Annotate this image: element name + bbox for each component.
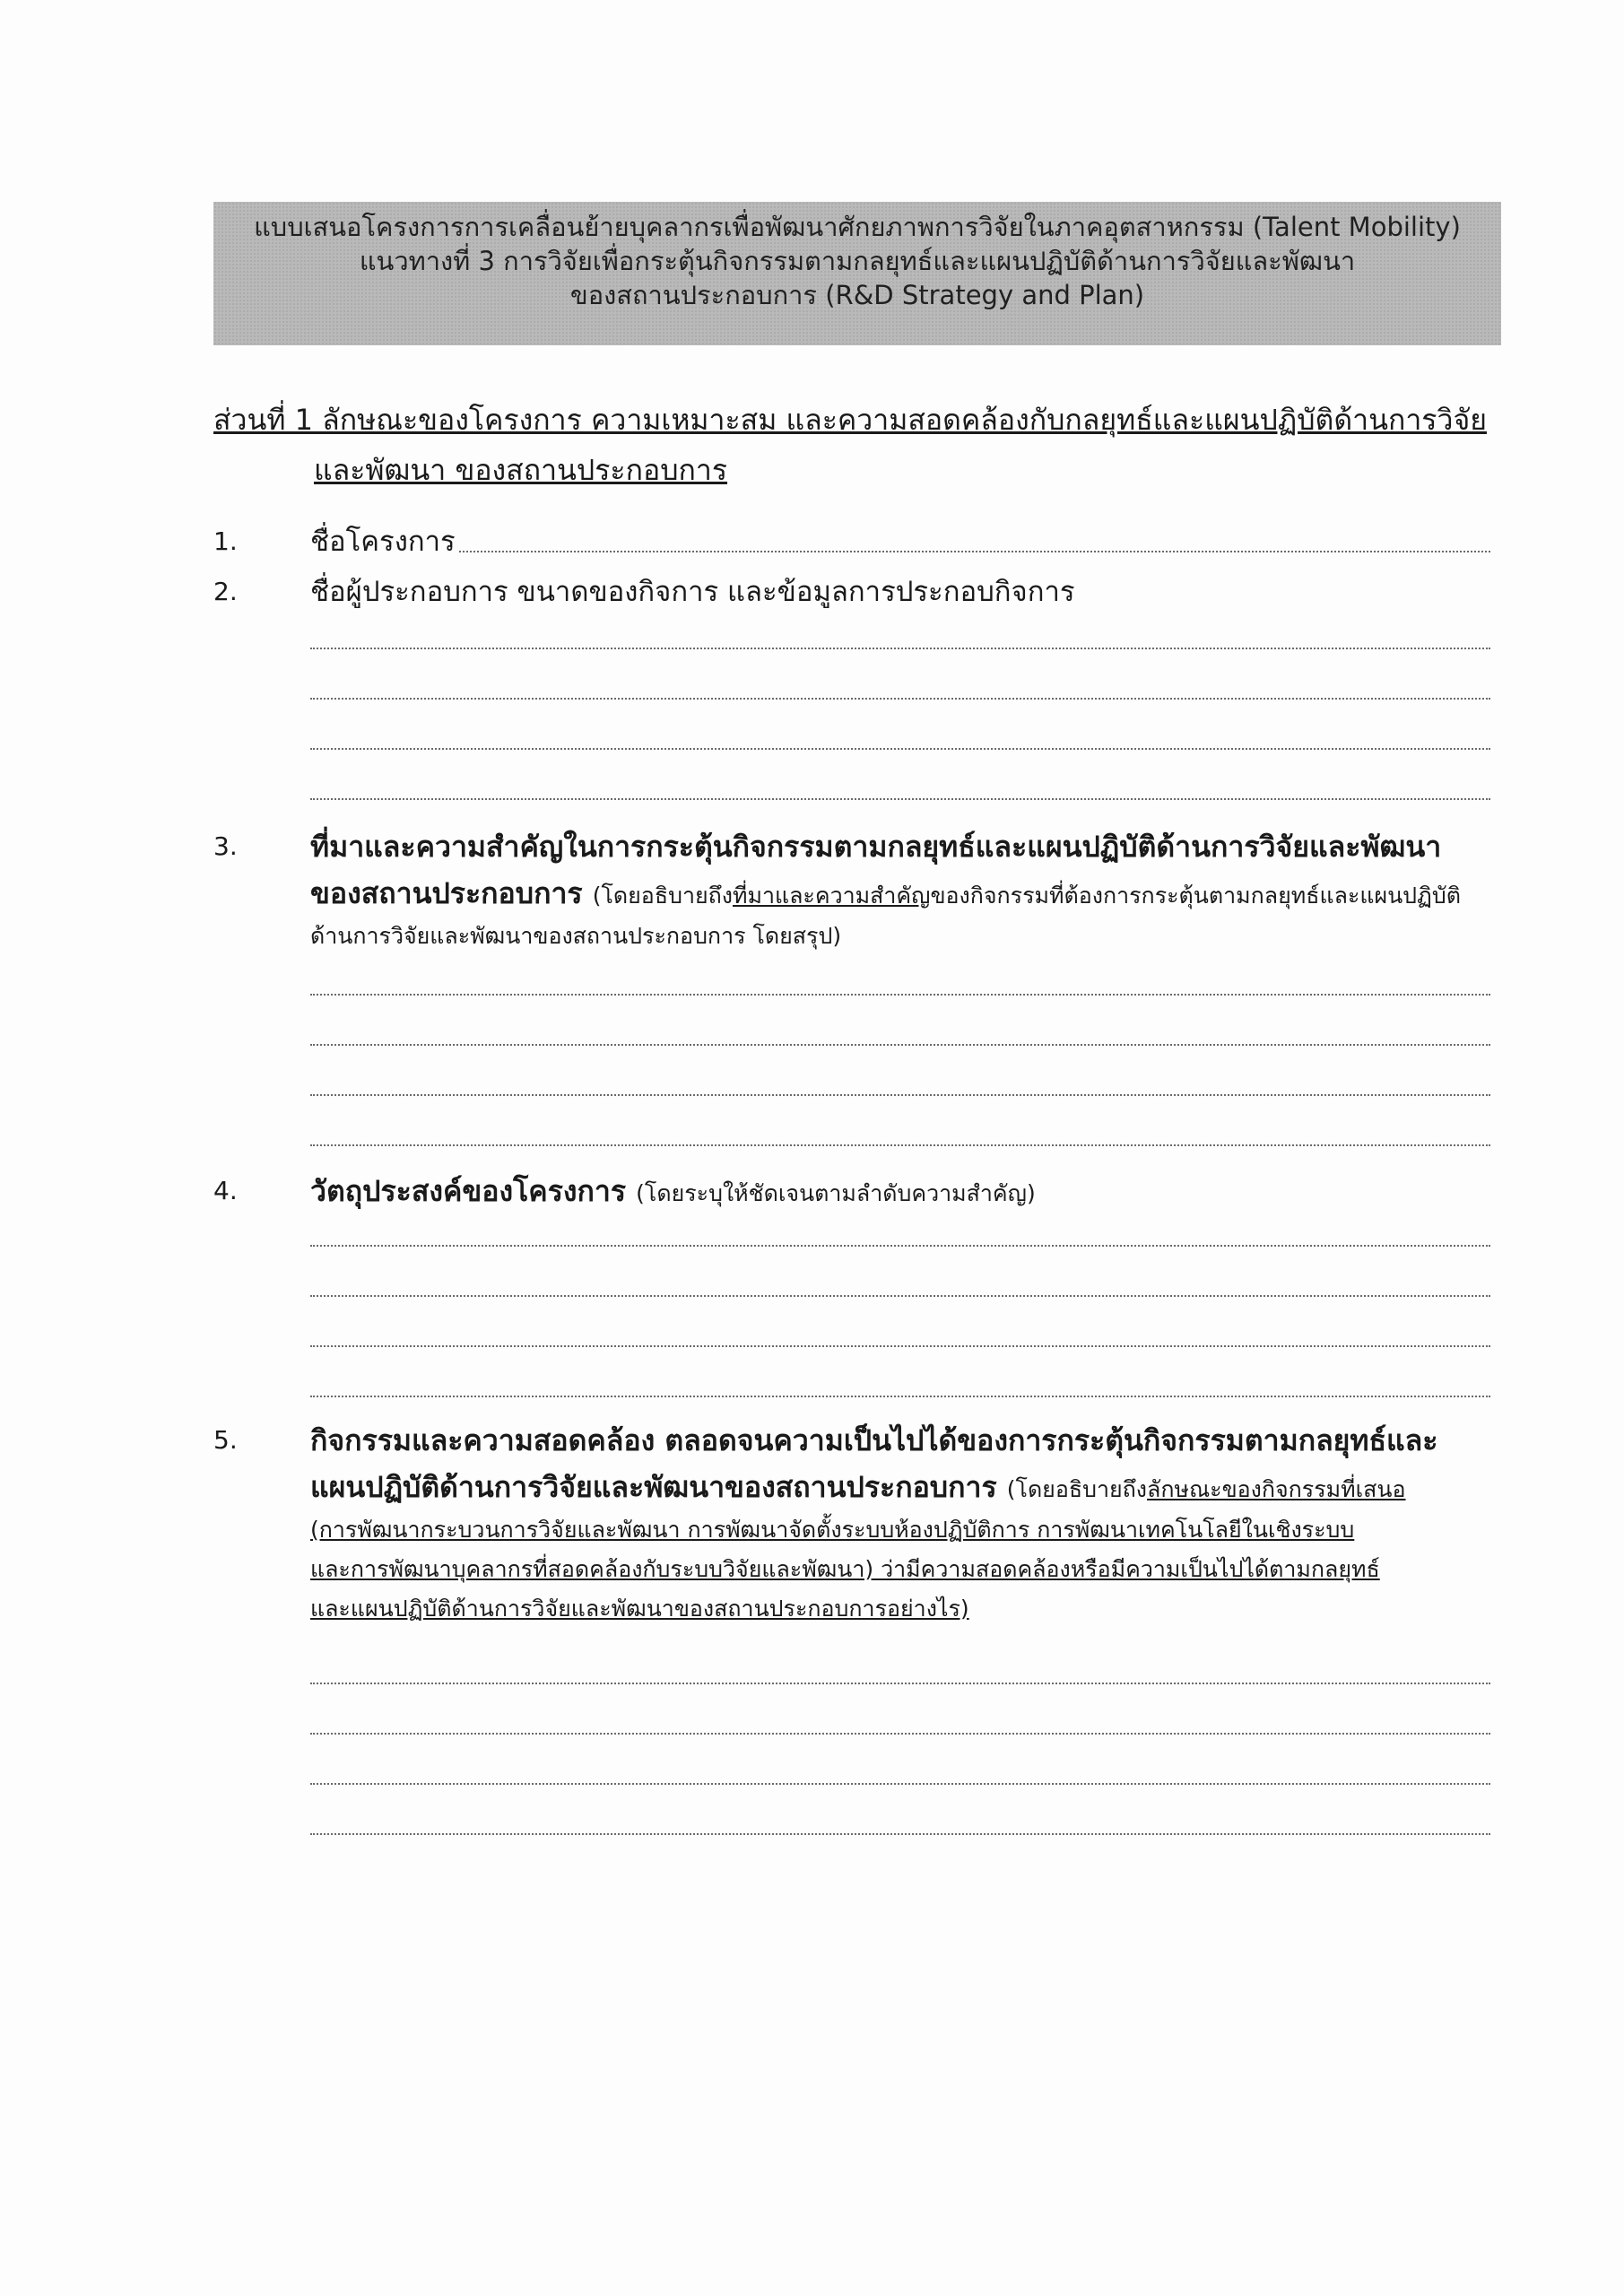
item-title-line-1: ที่มาและความสำคัญในการกระตุ้นกิจกรรมตามกลยุทธ์และแผนปฏิบัติด้านการวิจัยและพัฒนา (310, 830, 1442, 864)
note-line-2: (การพัฒนากระบวนการวิจัยและพัฒนา การพัฒนาจัดตั้งระบบห้องปฏิบัติการ การพัฒนาเทคโนโลยีในเชิงระบบ (310, 1517, 1355, 1543)
note-line-3: และการพัฒนาบุคลากรที่สอดคล้องกับระบบวิจัยและพัฒนา) ว่ามีความสอดคล้องหรือมีความเป็นไปได้ตามกลยุทธ์ (310, 1556, 1380, 1582)
answer-line[interactable] (310, 1396, 1490, 1397)
answer-line[interactable] (310, 798, 1490, 800)
answer-line[interactable] (310, 698, 1490, 700)
header-line-1: แบบเสนอโครงการการเคลื่อนย้ายบุคลากรเพื่อพัฒนาศักยภาพการวิจัยในภาคอุตสาหกรรม (Talent Mobility) (254, 212, 1461, 242)
answer-line[interactable] (310, 1245, 1490, 1247)
answer-line[interactable] (310, 1683, 1490, 1684)
form-header (213, 202, 1501, 345)
header-line-2: แนวทางที่ 3 การวิจัยเพื่อกระตุ้นกิจกรรมตามกลยุทธ์และแผนปฏิบัติด้านการวิจัยและพัฒนา (359, 246, 1356, 276)
answer-line[interactable] (310, 748, 1490, 750)
answer-line[interactable] (310, 1295, 1490, 1297)
item-number: 3. (213, 831, 238, 861)
item-title-bold: วัตถุประสงค์ของโครงการ (310, 1174, 627, 1208)
answer-line[interactable] (310, 1094, 1490, 1096)
note-underlined: ที่มาและความสำคัญ (732, 883, 931, 909)
answer-line[interactable] (310, 1044, 1490, 1046)
item-title (310, 1168, 1490, 1214)
note-line-2: ด้านการวิจัยและพัฒนาของสถานประกอบการ โดยสรุป) (310, 923, 842, 949)
item-title: ชื่อผู้ประกอบการ ขนาดของกิจการ และข้อมูลการประกอบกิจการ (310, 576, 1075, 608)
item-title-bold: ของสถานประกอบการ (310, 876, 583, 910)
header-line-3: ของสถานประกอบการ (R&D Strategy and Plan) (569, 280, 1145, 310)
section-title-line-2: และพัฒนา ของสถานประกอบการ (314, 453, 728, 487)
item-number: 1. (213, 526, 238, 556)
note-suffix: ของกิจกรรมที่ต้องการกระตุ้นตามกลยุทธ์และแผนปฏิบัติ (930, 883, 1461, 909)
answer-line[interactable] (310, 1783, 1490, 1785)
item-title-line-2 (310, 870, 1490, 917)
item-note: (โดยระบุให้ชัดเจนตามลำดับความสำคัญ) (636, 1180, 1036, 1206)
item-number: 4. (213, 1176, 238, 1205)
answer-line[interactable] (310, 648, 1490, 649)
note-prefix: (โดยอธิบายถึง (592, 883, 733, 909)
answer-line[interactable] (310, 994, 1490, 996)
note-prefix: (โดยอธิบายถึง (1006, 1476, 1148, 1502)
section-title-line-1: ส่วนที่ 1 ลักษณะของโครงการ ความเหมาะสม และความสอดคล้องกับกลยุทธ์และแผนปฏิบัติด้านการวิจัย (213, 403, 1487, 437)
answer-line[interactable] (310, 1833, 1490, 1835)
item-title-line-2 (310, 1464, 1490, 1510)
project-name-field[interactable] (459, 551, 1490, 552)
note-line-4: และแผนปฏิบัติด้านการวิจัยและพัฒนาของสถานประกอบการอย่างไร) (310, 1596, 969, 1622)
answer-line[interactable] (310, 1144, 1490, 1146)
item-title-line-1: กิจกรรมและความสอดคล้อง ตลอดจนความเป็นไปได้ของการกระตุ้นกิจกรรมตามกลยุทธ์และ (310, 1423, 1438, 1457)
answer-line[interactable] (310, 1733, 1490, 1735)
section-title (213, 395, 1505, 495)
note-underlined: ลักษณะของกิจกรรมที่เสนอ (1147, 1476, 1406, 1502)
item-title: ชื่อโครงการ (310, 526, 456, 558)
item-number: 5. (213, 1425, 238, 1455)
item-number: 2. (213, 577, 238, 606)
item-title-bold: แผนปฏิบัติด้านการวิจัยและพัฒนาของสถานประกอบการ (310, 1470, 997, 1504)
answer-line[interactable] (310, 1345, 1490, 1347)
